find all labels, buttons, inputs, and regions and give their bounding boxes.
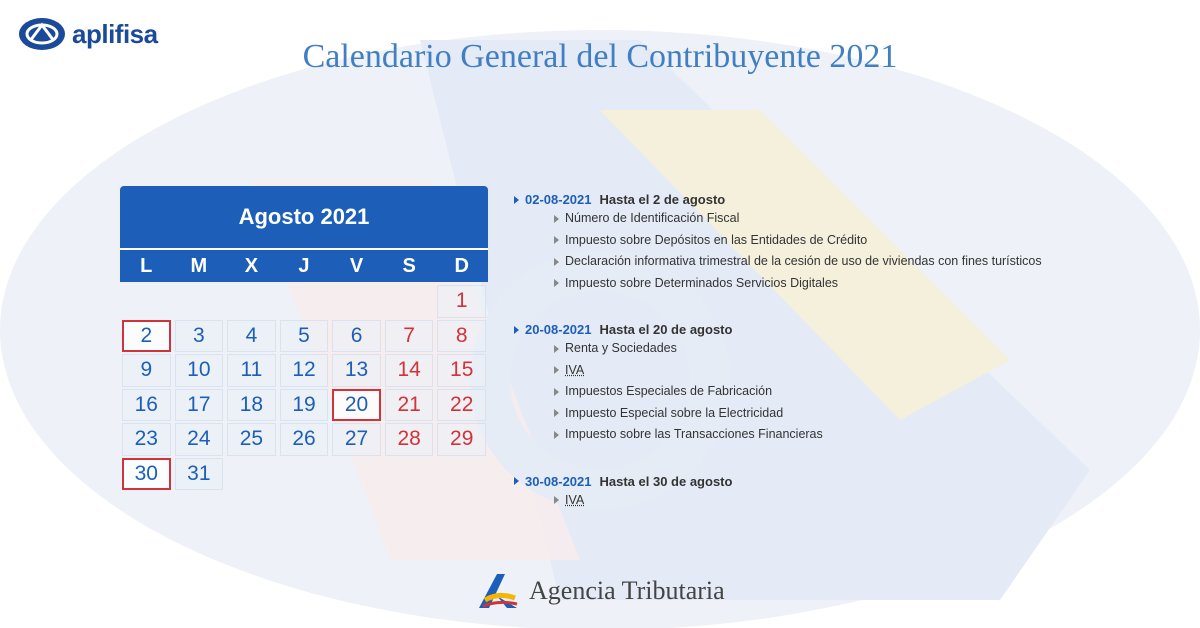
- deadline-date: 20-08-2021: [525, 322, 592, 337]
- deadline-label: Hasta el 30 de agosto: [599, 473, 733, 489]
- caret-right-icon: [554, 388, 559, 396]
- deadline-date: 30-08-2021: [525, 473, 592, 489]
- caret-right-icon: [554, 215, 559, 223]
- page-title: Calendario General del Contribuyente 2021: [302, 38, 898, 75]
- calendar-day[interactable]: 15: [437, 354, 486, 387]
- calendar-day[interactable]: 1: [437, 285, 486, 318]
- calendar-day[interactable]: 26: [280, 423, 329, 456]
- agency-name: Agencia Tributaria: [529, 576, 725, 605]
- deadline-item-label: Impuesto Especial sobre la Electricidad: [565, 405, 784, 420]
- brand-name: aplifisa: [72, 18, 158, 49]
- caret-right-icon: [554, 431, 559, 439]
- deadline-group-header[interactable]: [514, 473, 1114, 490]
- deadline-item[interactable]: [554, 424, 1114, 446]
- calendar-grid: [120, 282, 488, 491]
- calendar-day[interactable]: 16: [122, 389, 171, 422]
- weekday-label: L: [140, 254, 153, 277]
- calendar-day[interactable]: 8: [437, 320, 486, 353]
- calendar-day[interactable]: 31: [175, 458, 224, 491]
- calendar-day[interactable]: 22: [437, 389, 486, 422]
- calendar-empty-cell: [280, 458, 329, 491]
- calendar-day[interactable]: 4: [227, 320, 276, 353]
- weekday-label: V: [349, 254, 364, 277]
- deadline-label: Hasta el 2 de agosto: [599, 192, 726, 207]
- caret-right-icon: [554, 236, 559, 244]
- deadline-item[interactable]: [554, 273, 1114, 295]
- calendar-empty-cell: [332, 458, 381, 491]
- calendar-day[interactable]: 19: [280, 389, 329, 422]
- agencia-tributaria-logo: [475, 570, 725, 612]
- caret-right-icon: [554, 366, 559, 374]
- deadline-item-label: Impuesto sobre las Transacciones Financieras: [565, 427, 823, 441]
- weekday-label: X: [244, 254, 259, 277]
- deadline-item-label: IVA: [565, 492, 585, 507]
- calendar-day[interactable]: 29: [437, 423, 486, 456]
- calendar-day[interactable]: 20: [332, 389, 381, 422]
- caret-right-icon: [514, 326, 519, 334]
- deadline-group: [514, 473, 1114, 512]
- deadline-date: 02-08-2021: [525, 192, 592, 207]
- deadline-item-label: Impuesto sobre Depósitos en las Entidades de Crédito: [565, 232, 868, 247]
- deadline-item-label: IVA: [565, 362, 585, 377]
- deadline-item[interactable]: [554, 338, 1114, 360]
- calendar-day[interactable]: 27: [332, 423, 381, 456]
- weekday-label: S: [402, 254, 416, 277]
- calendar-day[interactable]: 5: [280, 320, 329, 353]
- caret-right-icon: [554, 258, 559, 266]
- deadline-item-label: Declaración informativa trimestral de la cesión de uso de viviendas con fines turísticos: [565, 254, 1042, 268]
- weekday-label: M: [190, 254, 208, 277]
- calendar-day[interactable]: 12: [280, 354, 329, 387]
- calendar-empty-cell: [385, 285, 434, 318]
- calendar-day[interactable]: 7: [385, 320, 434, 353]
- calendar-day[interactable]: 3: [175, 320, 224, 353]
- calendar-day[interactable]: 24: [175, 423, 224, 456]
- agencia-tributaria-icon: [475, 570, 521, 612]
- calendar-day[interactable]: 6: [332, 320, 381, 353]
- calendar-day[interactable]: 13: [332, 354, 381, 387]
- calendar-empty-cell: [175, 285, 224, 318]
- deadline-item-label: Renta y Sociedades: [565, 341, 677, 355]
- calendar-empty-cell: [227, 458, 276, 491]
- deadline-group: [514, 191, 1114, 294]
- calendar-empty-cell: [227, 285, 276, 318]
- deadline-item[interactable]: [554, 251, 1114, 273]
- calendar-day[interactable]: 14: [385, 354, 434, 387]
- deadline-item-label: Número de Identificación Fiscal: [565, 211, 740, 225]
- caret-right-icon: [514, 477, 519, 485]
- caret-right-icon: [514, 196, 519, 204]
- calendar-day[interactable]: 25: [227, 423, 276, 456]
- calendar-day[interactable]: 2: [122, 320, 171, 353]
- calendar-day[interactable]: 18: [227, 389, 276, 422]
- deadline-item[interactable]: [554, 360, 1114, 382]
- calendar: [120, 186, 488, 491]
- weekday-header: [120, 250, 488, 282]
- calendar-day[interactable]: 30: [122, 458, 171, 491]
- deadline-label: Hasta el 20 de agosto: [599, 322, 733, 337]
- calendar-empty-cell: [280, 285, 329, 318]
- deadline-item[interactable]: [554, 381, 1114, 403]
- calendar-day[interactable]: 17: [175, 389, 224, 422]
- calendar-day[interactable]: 28: [385, 423, 434, 456]
- calendar-empty-cell: [122, 285, 171, 318]
- deadline-group-header[interactable]: [514, 191, 1114, 208]
- deadline-item[interactable]: [554, 230, 1114, 252]
- deadline-item-label: Impuestos Especiales de Fabricación: [565, 384, 773, 398]
- deadline-list: [514, 191, 1114, 538]
- weekday-label: D: [454, 254, 469, 277]
- calendar-empty-cell: [437, 458, 486, 491]
- deadline-item[interactable]: [554, 208, 1114, 230]
- deadline-group: [514, 321, 1114, 446]
- caret-right-icon: [554, 345, 559, 353]
- calendar-day[interactable]: 10: [175, 354, 224, 387]
- calendar-empty-cell: [385, 458, 434, 491]
- weekday-label: J: [298, 254, 310, 277]
- deadline-item[interactable]: [554, 403, 1114, 425]
- deadline-group-header[interactable]: [514, 321, 1114, 338]
- calendar-day[interactable]: 9: [122, 354, 171, 387]
- calendar-day[interactable]: 11: [227, 354, 276, 387]
- deadline-item[interactable]: [554, 490, 1114, 512]
- deadline-item-label: Impuesto sobre Determinados Servicios Digitales: [565, 275, 839, 290]
- caret-right-icon: [554, 279, 559, 287]
- caret-right-icon: [554, 496, 559, 504]
- caret-right-icon: [554, 409, 559, 417]
- calendar-empty-cell: [332, 285, 381, 318]
- calendar-month-title: Agosto 2021: [120, 186, 488, 250]
- calendar-day[interactable]: 23: [122, 423, 171, 456]
- calendar-day[interactable]: 21: [385, 389, 434, 422]
